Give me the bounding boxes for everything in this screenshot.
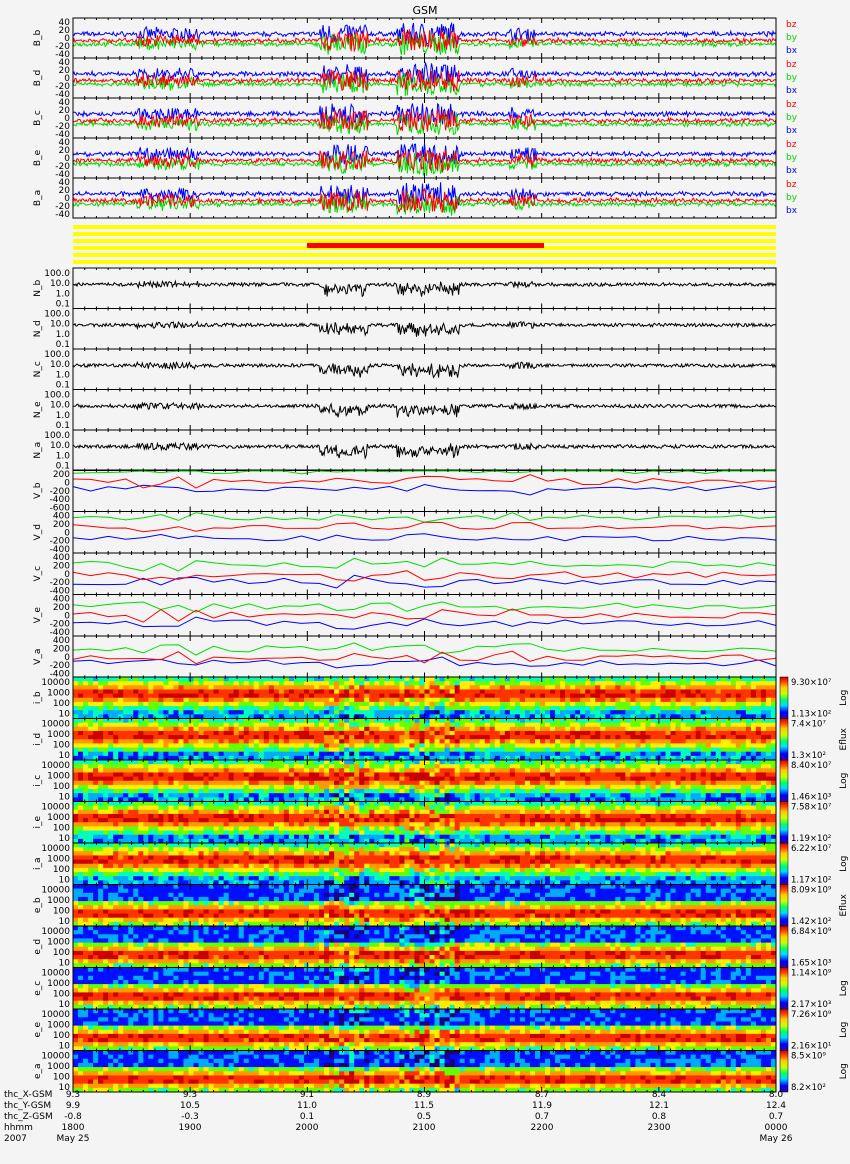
- spectrogram-label: e_c: [33, 980, 43, 996]
- spectrogram-tick: 10: [58, 792, 70, 803]
- colorbar-min-label: 1.13×10²: [791, 709, 832, 720]
- spectrogram-tick: 10000: [41, 927, 70, 937]
- colorbar-max-label: 7.26×10⁹: [791, 1010, 832, 1020]
- time-axis-value: 1900: [178, 1123, 202, 1133]
- v-series-Vx: [73, 485, 776, 496]
- spectrogram-tick: 100: [52, 989, 70, 1000]
- b-tick: -40: [55, 210, 70, 220]
- state-bar-stripe: [73, 260, 776, 264]
- v-panel-label: V_b: [33, 482, 43, 499]
- v-series-Vy: [73, 602, 776, 612]
- n-series: [73, 443, 776, 458]
- spectrogram-tick: 10000: [41, 1010, 70, 1020]
- colorbar-unit-label: Log: [839, 980, 849, 997]
- v-series-Vz: [73, 522, 776, 532]
- colorbar-min-label: 1.3×10²: [791, 751, 826, 761]
- n-tick: 1.0: [55, 410, 70, 421]
- plot-title: GSM: [412, 4, 438, 17]
- legend-by: by: [786, 113, 798, 123]
- spectrogram-label: i_a: [33, 857, 43, 871]
- spectrogram-tick: 10: [58, 751, 70, 761]
- n-tick: 100.0: [44, 309, 70, 320]
- legend-bx: bx: [786, 206, 798, 216]
- v-series-Vz: [73, 609, 776, 622]
- v-tick: 200: [52, 519, 70, 530]
- time-axis-value: 0.8: [651, 1112, 667, 1122]
- b-tick: 40: [58, 58, 70, 68]
- v-series-Vx: [73, 617, 776, 629]
- time-axis-value: 8.0: [768, 1090, 784, 1100]
- time-axis-value: -0.3: [181, 1112, 199, 1122]
- n-tick: 100.0: [44, 350, 70, 360]
- legend-bz: bz: [786, 100, 797, 110]
- spectrogram-label: i_d: [33, 732, 43, 746]
- spectrogram-tick: 100: [52, 740, 70, 751]
- b-tick: -40: [55, 50, 70, 60]
- v-tick: 400: [52, 511, 70, 522]
- spectrogram-tick: 1000: [47, 771, 70, 782]
- b-tick: -40: [55, 170, 70, 180]
- velocity-panels: [33, 470, 776, 680]
- spectrogram-tick: 10: [58, 958, 70, 969]
- spectrogram-tick: 1000: [47, 854, 70, 865]
- spectrogram-tick: 10000: [41, 885, 70, 896]
- spectrogram-tick: 10000: [41, 802, 70, 813]
- spectrogram-tick: 10: [58, 875, 70, 886]
- n-tick: 0.1: [55, 461, 70, 472]
- legend-by: by: [786, 33, 798, 43]
- colorbar-max-label: 8.5×10⁹: [791, 1051, 826, 1062]
- n-tick: 100.0: [44, 269, 70, 279]
- n-tick: 10.0: [49, 441, 70, 452]
- n-tick: 1.0: [55, 451, 70, 462]
- colorbar-max-label: 6.22×10⁷: [791, 844, 832, 854]
- v-tick: -200: [49, 661, 70, 672]
- v-panel-frame: [73, 636, 776, 678]
- spectrogram-tick: 1000: [47, 688, 70, 699]
- colorbar-unit-label: Eflux: [839, 894, 849, 917]
- b-tick: -40: [55, 90, 70, 100]
- time-axis-row-label: hhmm: [4, 1123, 33, 1133]
- v-tick: -400: [49, 545, 70, 555]
- spectrogram-panels: [33, 677, 849, 1093]
- v-series-Vz: [73, 571, 776, 581]
- v-tick: -600: [49, 503, 70, 514]
- v-tick: 200: [52, 561, 70, 572]
- time-axis-value: 9.9: [65, 1101, 81, 1111]
- colorbar-unit-label: Log: [839, 1063, 849, 1080]
- b-tick: 40: [58, 138, 70, 148]
- time-axis-value: 12.4: [765, 1101, 787, 1111]
- legend-by: by: [786, 153, 798, 163]
- v-panel-label: V_d: [33, 524, 43, 541]
- n-tick: 1.0: [55, 289, 70, 300]
- colorbar: [780, 760, 788, 802]
- time-axis-value: 2000: [295, 1123, 319, 1133]
- n-tick: 1.0: [55, 329, 70, 340]
- state-bar-stripe: [73, 253, 776, 257]
- spectrogram-label: i_b: [33, 691, 43, 705]
- colorbar: [780, 719, 788, 761]
- colorbar: [780, 802, 788, 844]
- v-series-Vx: [73, 575, 776, 588]
- spectrogram-label: i_e: [33, 815, 43, 829]
- v-panel-frame: [73, 553, 776, 595]
- b-tick: -20: [55, 162, 70, 172]
- b-tick: 20: [58, 106, 70, 116]
- spectrogram-tick: 10000: [41, 844, 70, 854]
- v-tick: 400: [52, 636, 70, 646]
- v-tick: 0: [64, 528, 70, 539]
- time-axis-value: 1800: [61, 1123, 85, 1133]
- b-panel-label: B_c: [33, 110, 43, 126]
- colorbar-min-label: 2.16×10¹: [791, 1041, 832, 1052]
- state-bar-stripe: [73, 225, 776, 229]
- colorbar-min-label: 2.17×10³: [791, 1000, 832, 1010]
- spectrogram-tick: 10000: [41, 968, 70, 979]
- spectrogram-tick: 10: [58, 1041, 70, 1052]
- b-tick: -20: [55, 122, 70, 132]
- n-series: [73, 322, 776, 337]
- b-panel-label: B_e: [33, 149, 43, 167]
- spectrogram-tick: 1000: [47, 1062, 70, 1072]
- time-axis-value: 0.7: [768, 1112, 784, 1122]
- n-panel-label: N_d: [33, 320, 43, 338]
- colorbar-min-label: 1.17×10²: [791, 875, 832, 886]
- colorbar-min-label: 1.42×10²: [791, 917, 832, 927]
- time-axis-value: 0.7: [534, 1112, 550, 1122]
- colorbar-max-label: 6.84×10⁹: [791, 927, 832, 937]
- v-panel-frame: [73, 512, 776, 554]
- n-tick: 1.0: [55, 370, 70, 381]
- time-axis-value: 2300: [647, 1123, 671, 1133]
- v-series-Vy: [73, 643, 776, 655]
- v-tick: 400: [52, 553, 70, 563]
- v-tick: 0: [64, 652, 70, 663]
- spectrogram-tick: 100: [52, 948, 70, 958]
- v-tick: -200: [49, 536, 70, 547]
- spectrogram-tick: 1000: [47, 1020, 70, 1031]
- time-axis-row-label: thc_Z-GSM: [4, 1112, 53, 1122]
- n-tick: 100.0: [44, 390, 70, 401]
- spectrogram-tick: 10: [58, 709, 70, 720]
- spectrogram-tick: 1000: [47, 896, 70, 906]
- colorbar: [780, 1051, 788, 1093]
- time-axis-value: 12.1: [648, 1101, 670, 1111]
- spectrogram-tick: 100: [52, 865, 70, 875]
- time-axis-value: 0000: [764, 1123, 788, 1133]
- state-bar-stripe: [73, 232, 776, 236]
- n-tick: 0.1: [55, 421, 70, 431]
- spectrogram-tick: 10000: [41, 719, 70, 730]
- colorbar: [780, 926, 788, 968]
- n-panel-label: N_b: [33, 279, 43, 297]
- time-axis-value: 2200: [530, 1123, 554, 1133]
- b-panel-label: B_a: [33, 189, 43, 207]
- colorbar: [780, 843, 788, 885]
- legend-bx: bx: [786, 166, 798, 176]
- b-tick: 20: [58, 26, 70, 36]
- time-axis-value: May 26: [759, 1134, 793, 1144]
- time-axis-value: 11.9: [531, 1101, 553, 1111]
- time-axis-row-label: 2007: [4, 1134, 27, 1144]
- spectrogram-tick: 1000: [47, 979, 70, 989]
- v-panel-frame: [73, 595, 776, 637]
- b-tick: -40: [55, 130, 70, 140]
- b-tick: -20: [55, 202, 70, 212]
- v-tick: -200: [49, 578, 70, 589]
- v-series-Vy: [73, 558, 776, 571]
- legend-bx: bx: [786, 126, 798, 136]
- b-tick: 0: [64, 74, 70, 84]
- v-tick: 200: [52, 644, 70, 655]
- time-axis-value: 11.5: [413, 1101, 435, 1111]
- n-series: [73, 403, 776, 418]
- b-tick: -20: [55, 82, 70, 92]
- legend-by: by: [786, 193, 798, 203]
- time-axis-labels: [4, 1090, 793, 1144]
- time-axis-value: 8.4: [651, 1090, 667, 1100]
- time-axis-row-label: thc_Y-GSM: [4, 1101, 52, 1111]
- time-axis-value: 0.1: [299, 1112, 315, 1122]
- time-axis-value: 0.5: [416, 1112, 432, 1122]
- n-tick: 0.1: [55, 340, 70, 350]
- spectrogram-tick: 10000: [41, 678, 70, 688]
- colorbar: [780, 885, 788, 927]
- colorbar-max-label: 9.30×10⁷: [791, 678, 832, 688]
- b-panel-label: B_d: [33, 69, 43, 87]
- n-tick: 10.0: [49, 400, 70, 411]
- colorbar-max-label: 8.09×10⁹: [791, 885, 832, 896]
- colorbar-max-label: 7.58×10⁷: [791, 802, 832, 813]
- v-panel-label: V_c: [33, 565, 43, 582]
- v-panel-label: V_e: [33, 607, 43, 624]
- time-axis-value: 10.5: [179, 1101, 201, 1111]
- v-tick: -400: [49, 669, 70, 680]
- b-tick: 20: [58, 186, 70, 196]
- colorbar: [780, 1009, 788, 1051]
- v-tick: 200: [52, 602, 70, 613]
- n-series: [73, 362, 776, 378]
- v-tick: -400: [49, 628, 70, 638]
- colorbar: [780, 677, 788, 719]
- spectrogram-label: i_c: [33, 774, 43, 787]
- v-series-Vz: [73, 475, 776, 488]
- n-tick: 100.0: [44, 431, 70, 441]
- state-bar-stripe: [73, 239, 776, 243]
- v-series-Vz: [73, 651, 776, 663]
- n-panel-label: N_c: [33, 361, 43, 378]
- v-tick: 200: [52, 470, 70, 480]
- b-panel-label: B_b: [33, 29, 43, 47]
- v-tick: 0: [64, 611, 70, 622]
- n-panel-frame: [73, 268, 776, 309]
- spectrogram-tick: 10: [58, 1083, 70, 1093]
- spectrogram-tick: 10000: [41, 761, 70, 771]
- v-tick: 0: [64, 569, 70, 580]
- colorbar-unit-label: Log: [839, 689, 849, 706]
- n-panel-label: N_a: [33, 441, 43, 459]
- time-axis-value: 2100: [412, 1123, 436, 1133]
- spectrogram-tick: 10: [58, 834, 70, 844]
- v-series-Vx: [73, 534, 776, 541]
- v-tick: -400: [49, 495, 70, 506]
- time-axis-value: 11.0: [296, 1101, 318, 1111]
- b-panel-frame: [73, 58, 776, 98]
- v-panel-label: V_a: [33, 648, 43, 665]
- state-bar: [73, 225, 776, 264]
- time-axis-value: 9.1: [299, 1090, 315, 1100]
- colorbar-max-label: 1.14×10⁹: [791, 968, 832, 979]
- n-panel-frame: [73, 349, 776, 390]
- b-tick: 40: [58, 178, 70, 188]
- colorbar-max-label: 8.40×10⁷: [791, 761, 832, 771]
- spectrogram-label: e_b: [33, 897, 43, 914]
- spectrogram-label: e_d: [33, 938, 43, 955]
- time-axis-value: 9.3: [182, 1090, 198, 1100]
- density-panels: [33, 268, 776, 472]
- legend-bz: bz: [786, 60, 797, 70]
- time-axis-value: 9.3: [65, 1090, 81, 1100]
- n-tick: 0.1: [55, 299, 70, 310]
- n-panel-label: N_e: [33, 401, 43, 419]
- time-axis-value: May 25: [56, 1134, 90, 1144]
- spectrogram-tick: 100: [52, 699, 70, 709]
- v-tick: 0: [64, 478, 70, 489]
- time-axis-value: 8.7: [534, 1090, 550, 1100]
- colorbar-min-label: 8.2×10²: [791, 1083, 826, 1093]
- b-tick: 0: [64, 154, 70, 164]
- time-axis-value: 8.9: [416, 1090, 432, 1100]
- legend-by: by: [786, 73, 798, 83]
- b-tick: 20: [58, 66, 70, 76]
- magnetic-field-panels: [33, 18, 798, 220]
- colorbar-unit-label: Log: [839, 1021, 849, 1038]
- colorbar-min-label: 1.65×10³: [791, 958, 832, 969]
- b-tick: 0: [64, 114, 70, 124]
- spectrogram-tick: 10: [58, 917, 70, 927]
- spectrogram-tick: 100: [52, 906, 70, 917]
- b-tick: -20: [55, 42, 70, 52]
- spectrogram-tick: 1000: [47, 937, 70, 948]
- n-series: [73, 281, 776, 297]
- b-tick: 40: [58, 18, 70, 28]
- n-tick: 10.0: [49, 279, 70, 290]
- spectrogram-tick: 100: [52, 782, 70, 792]
- spectrogram-tick: 1000: [47, 813, 70, 823]
- b-tick: 0: [64, 34, 70, 44]
- v-tick: -200: [49, 619, 70, 630]
- spectrogram-label: e_e: [33, 1021, 43, 1038]
- spectrogram-tick: 1000: [47, 730, 70, 740]
- b-tick: 0: [64, 194, 70, 204]
- n-tick: 10.0: [49, 360, 70, 371]
- legend-bz: bz: [786, 20, 797, 30]
- legend-bz: bz: [786, 180, 797, 190]
- v-tick: -200: [49, 486, 70, 497]
- colorbar-min-label: 1.19×10²: [791, 834, 832, 844]
- n-tick: 0.1: [55, 380, 70, 391]
- state-bar-red-segment: [307, 243, 544, 248]
- spectrogram-tick: 100: [52, 823, 70, 834]
- colorbar-max-label: 7.4×10⁷: [791, 719, 826, 730]
- b-tick: 40: [58, 98, 70, 108]
- colorbar-unit-label: Log: [839, 855, 849, 872]
- b-tick: 20: [58, 146, 70, 156]
- time-axis-row-label: thc_X-GSM: [4, 1090, 53, 1100]
- colorbar-min-label: 1.46×10³: [791, 792, 832, 803]
- v-tick: -400: [49, 586, 70, 597]
- legend-bz: bz: [786, 140, 797, 150]
- spectrogram-tick: 100: [52, 1072, 70, 1083]
- legend-bx: bx: [786, 86, 798, 96]
- colorbar-unit-label: Eflux: [839, 728, 849, 751]
- colorbar: [780, 968, 788, 1010]
- spectrogram-tick: 100: [52, 1031, 70, 1041]
- time-axis-value: -0.8: [64, 1112, 82, 1122]
- spectrogram-tick: 10: [58, 1000, 70, 1010]
- colorbar-unit-label: Log: [839, 772, 849, 789]
- legend-bx: bx: [786, 46, 798, 56]
- n-tick: 10.0: [49, 319, 70, 330]
- n-panel-frame: [73, 430, 776, 471]
- spectrogram-tick: 10000: [41, 1051, 70, 1062]
- v-tick: 400: [52, 594, 70, 605]
- spectrogram-label: e_a: [33, 1063, 43, 1080]
